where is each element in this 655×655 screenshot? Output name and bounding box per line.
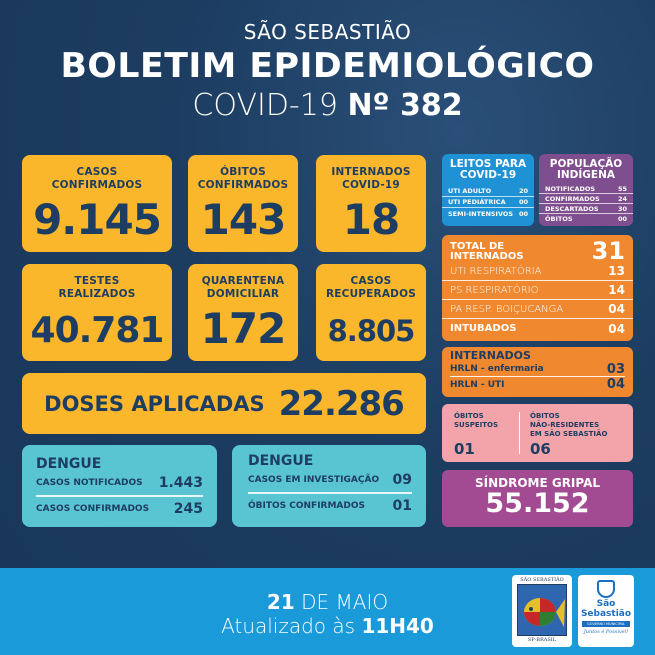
dengue-notificados-box — [22, 445, 217, 527]
doses-value: 22.286 — [278, 383, 404, 424]
leitos-row — [442, 197, 534, 208]
date-month: DE MAIO — [294, 590, 389, 614]
hrln-row — [450, 377, 625, 392]
logo-top-text: SÃO SEBASTIÃO — [520, 577, 564, 583]
row-label: UTI PEDIÁTRICA — [448, 198, 506, 206]
stat-label: CONFIRMADOS — [197, 179, 289, 191]
total-value: 31 — [591, 237, 625, 265]
sindrome-gripal-box — [442, 470, 633, 527]
hrln-internados-box — [442, 347, 633, 397]
stat-value: 143 — [200, 195, 286, 244]
row-label: PA RESP. BOIÇUCANGA — [450, 303, 564, 315]
stat-label: QUARENTENA — [201, 275, 285, 287]
stat-label: DOMICILIAR — [206, 288, 280, 300]
obitos-nao-residentes-label — [530, 412, 607, 439]
divider — [248, 492, 412, 494]
leitos-row — [442, 186, 534, 197]
stat-label: CONFIRMADOS — [51, 179, 143, 191]
stat-casos-confirmados — [22, 155, 172, 252]
bulletin-subtitle — [0, 88, 655, 123]
doses-aplicadas-box — [22, 373, 426, 434]
bulletin-title: BOLETIM EPIDEMIOLÓGICO — [60, 46, 595, 86]
doses-label: DOSES APLICADAS — [44, 391, 265, 416]
internados-row — [442, 281, 633, 300]
shield-icon — [597, 580, 615, 598]
populacao-indigena-box — [539, 154, 633, 226]
stat-label: RECUPERADOS — [326, 288, 416, 300]
dengue-investigacao-box — [232, 445, 426, 527]
stat-quarentena-domiciliar — [188, 264, 298, 361]
row-value: 245 — [173, 501, 203, 517]
row-label: ÓBITOS — [545, 215, 573, 223]
date-day: 21 — [266, 590, 295, 614]
logo-band: GOVERNO MUNICIPAL — [582, 621, 630, 627]
stat-obitos-confirmados — [188, 155, 298, 252]
obitos-suspeitos-label — [454, 412, 498, 430]
dengue-row — [36, 501, 203, 517]
updated-prefix: Atualizado às — [221, 614, 362, 638]
row-value: 04 — [608, 321, 625, 336]
leitos-title — [442, 154, 534, 181]
indigena-row — [539, 204, 633, 214]
stat-value: 18 — [342, 195, 400, 244]
row-label: CASOS CONFIRMADOS — [36, 504, 150, 514]
row-value: 03 — [606, 361, 625, 377]
internados-row — [442, 300, 633, 319]
indigena-row — [539, 214, 633, 224]
row-label: ÓBITOS CONFIRMADOS — [248, 501, 366, 511]
logo-text: Sebastião — [580, 609, 632, 619]
title-line: INDÍGENA — [556, 169, 616, 181]
row-value: 55 — [617, 184, 627, 193]
stat-casos-recuperados — [316, 264, 426, 361]
stat-value: 9.145 — [33, 195, 161, 244]
row-label: CONFIRMADOS — [545, 194, 600, 203]
total-label: INTERNADOS — [450, 251, 524, 262]
municipal-government-logo — [578, 575, 634, 647]
stat-label: ÓBITOS — [220, 166, 266, 178]
row-value: 00 — [617, 215, 627, 223]
dengue-row — [248, 472, 412, 488]
row-value: 09 — [392, 472, 412, 488]
title-line: LEITOS PARA — [449, 158, 527, 170]
stat-internados-covid — [316, 155, 426, 252]
label-line: ÓBITOS — [454, 412, 484, 420]
row-value: 14 — [608, 283, 625, 297]
dengue-title: DENGUE — [36, 456, 102, 472]
total-label: TOTAL DE — [450, 241, 505, 252]
stat-label: CASOS — [76, 166, 118, 178]
row-value: 30 — [617, 204, 627, 213]
dengue-title: DENGUE — [248, 453, 314, 469]
row-label: CASOS NOTIFICADOS — [36, 478, 143, 488]
row-value: 01 — [392, 498, 412, 514]
dengue-row — [36, 475, 203, 491]
sindrome-value: 55.152 — [485, 488, 590, 519]
divider — [36, 495, 203, 497]
dengue-row — [248, 498, 412, 514]
logo-text: São — [596, 599, 616, 609]
label-line: SUSPEITOS — [454, 421, 499, 429]
row-label: DESCARTADOS — [545, 204, 599, 213]
intubados-row — [442, 319, 633, 338]
indigena-row — [539, 184, 633, 194]
leitos-row — [442, 208, 534, 219]
sindrome-label: SÍNDROME GRIPAL — [474, 476, 601, 490]
stat-label: REALIZADOS — [58, 288, 136, 300]
stat-value: 172 — [200, 304, 286, 353]
obitos-nao-residentes-value: 06 — [530, 440, 551, 458]
title-line: COVID-19 — [459, 169, 517, 181]
stat-label: COVID-19 — [342, 179, 400, 191]
row-label: HRLN - enfermaria — [450, 364, 544, 374]
bulletin-number: Nº 382 — [347, 88, 463, 123]
indigena-row — [539, 194, 633, 204]
divider — [519, 412, 520, 454]
row-value: 04 — [606, 377, 625, 392]
label-line: ÓBITOS — [530, 412, 560, 420]
row-label: UTI ADULTO — [448, 187, 492, 195]
obitos-box — [442, 404, 633, 462]
row-value: 24 — [617, 194, 627, 203]
row-value: 20 — [518, 187, 528, 195]
row-value: 00 — [518, 198, 528, 206]
total-internados-box — [442, 235, 633, 341]
hrln-title: INTERNADOS — [450, 349, 531, 362]
indigena-title — [539, 154, 633, 181]
logo-bottom-text: SP·BRASIL — [527, 637, 557, 643]
row-label: PS RESPIRATÓRIO — [450, 284, 539, 296]
stat-label: INTERNADOS — [331, 166, 411, 178]
label-line: NÃO-RESIDENTES — [530, 421, 600, 429]
logo-slogan: Juntos é Possível! — [583, 629, 629, 635]
updated-time: 11H40 — [361, 614, 434, 638]
row-label: CASOS EM INVESTIGAÇÃO — [248, 475, 380, 485]
row-label: SEMI-INTENSIVOS — [448, 209, 514, 218]
label-line: EM SÃO SEBASTIÃO — [530, 430, 608, 438]
fish-emblem-icon — [517, 584, 567, 636]
city-name: SÃO SEBASTIÃO — [243, 20, 412, 44]
row-value: 04 — [608, 302, 625, 316]
row-label: HRLN - UTI — [450, 379, 505, 390]
stat-value: 8.805 — [327, 314, 415, 348]
row-label: INTUBADOS — [450, 323, 517, 334]
row-label: NOTIFICADOS — [545, 184, 596, 193]
total-header — [442, 235, 633, 265]
stat-label: TESTES — [74, 275, 120, 287]
title-line: POPULAÇÃO — [549, 158, 623, 170]
stat-value: 40.781 — [30, 310, 164, 351]
obitos-suspeitos-value: 01 — [454, 440, 475, 458]
stat-label: CASOS — [350, 275, 392, 287]
leitos-covid-box — [442, 154, 534, 226]
hrln-row — [450, 362, 625, 377]
stat-testes-realizados — [22, 264, 172, 361]
city-coat-of-arms-logo — [512, 575, 572, 647]
row-label: UTI RESPIRATÓRIA — [450, 265, 542, 277]
row-value: 1.443 — [158, 475, 203, 491]
row-value: 00 — [518, 209, 528, 218]
subtitle-prefix: COVID-19 — [192, 88, 338, 123]
row-value: 13 — [608, 264, 625, 278]
